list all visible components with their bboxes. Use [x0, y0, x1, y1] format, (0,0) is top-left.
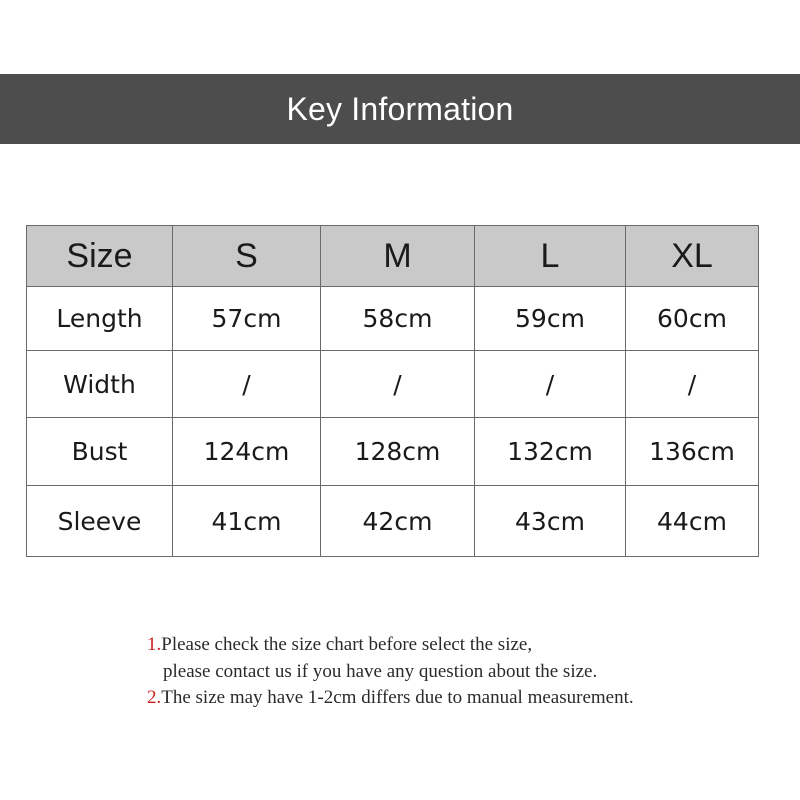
table-cell: 132cm	[475, 418, 626, 486]
note-1-line-2: please contact us if you have any question about the size.	[163, 660, 598, 682]
table-cell: 128cm	[321, 418, 475, 486]
note-1-line-1	[147, 632, 634, 659]
note-text: The size may have 1-2cm differs due to manual measurement.	[161, 687, 634, 708]
column-header-m: M	[321, 226, 475, 287]
size-notes	[147, 632, 634, 712]
column-header-size: Size	[27, 226, 173, 287]
column-header-l: L	[475, 226, 626, 287]
size-chart-table	[26, 225, 759, 557]
note-text: Please check the size chart before select the size,	[161, 634, 533, 655]
table-cell: /	[475, 351, 626, 418]
table-cell: 60cm	[626, 287, 759, 351]
table-cell: /	[626, 351, 759, 418]
table-cell: 41cm	[173, 486, 321, 557]
note-number: 2.	[147, 687, 162, 708]
row-label-width: Width	[27, 351, 173, 418]
table-row-length	[27, 287, 759, 351]
header-banner	[0, 74, 800, 144]
table-cell: /	[173, 351, 321, 418]
table-row-sleeve	[27, 486, 759, 557]
column-header-s: S	[173, 226, 321, 287]
page-title: Key Information	[286, 90, 514, 127]
note-number: 1.	[147, 634, 162, 655]
table-header-row	[27, 226, 759, 287]
table-row-bust	[27, 418, 759, 486]
column-header-xl: XL	[626, 226, 759, 287]
table-cell: 136cm	[626, 418, 759, 486]
note-2-line-1	[147, 685, 634, 712]
table-cell: 59cm	[475, 287, 626, 351]
table-cell: 42cm	[321, 486, 475, 557]
table-cell: 124cm	[173, 418, 321, 486]
table-cell: 44cm	[626, 486, 759, 557]
table-row-width	[27, 351, 759, 418]
table-cell: 58cm	[321, 287, 475, 351]
row-label-sleeve: Sleeve	[27, 486, 173, 557]
row-label-length: Length	[27, 287, 173, 351]
row-label-bust: Bust	[27, 418, 173, 486]
table-cell: 43cm	[475, 486, 626, 557]
table-cell: /	[321, 351, 475, 418]
table-cell: 57cm	[173, 287, 321, 351]
